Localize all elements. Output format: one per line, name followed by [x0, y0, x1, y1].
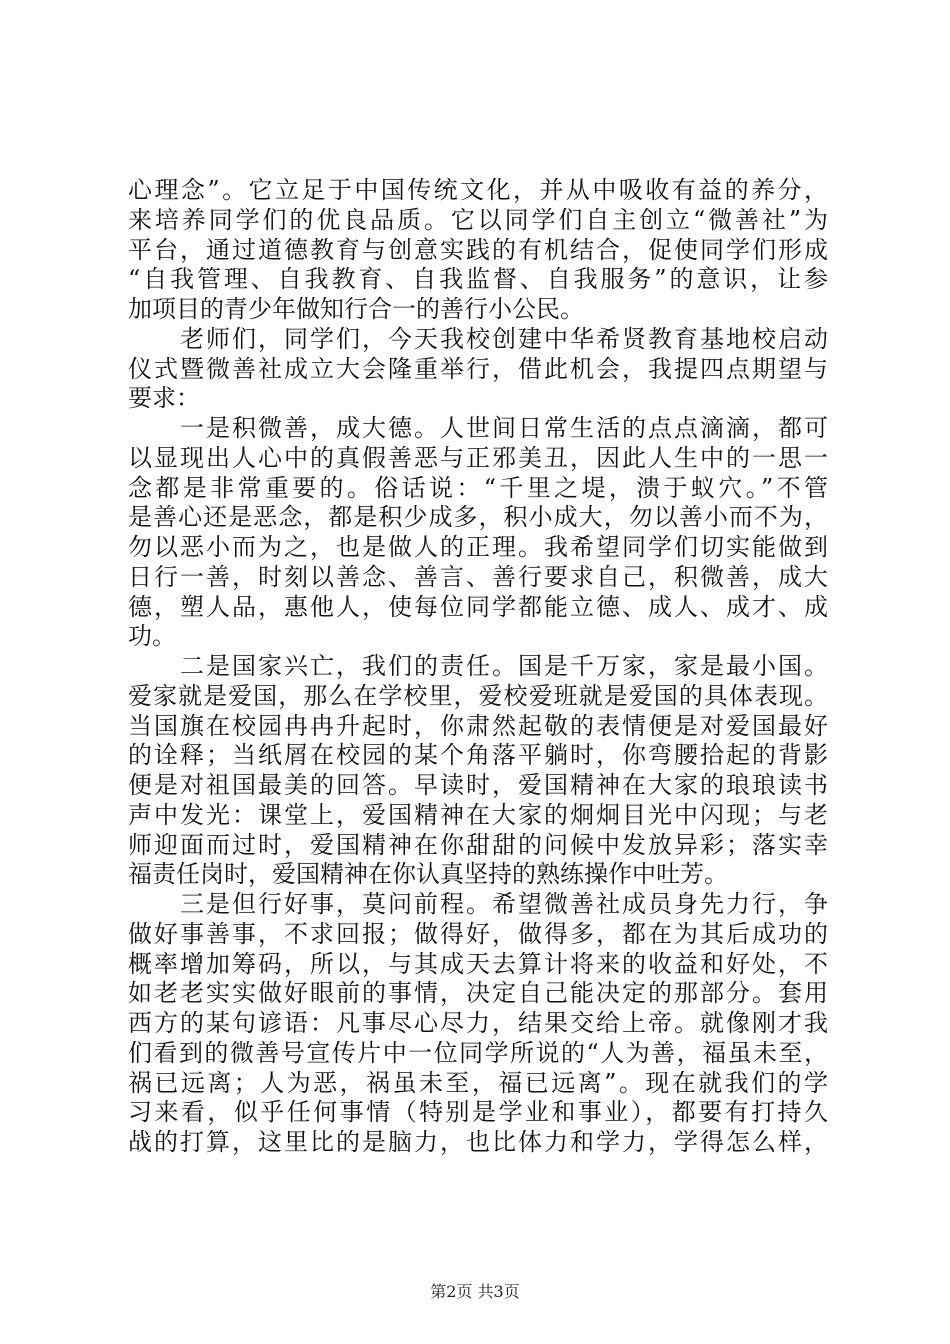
text-line: 功。	[128, 622, 176, 651]
text-line: “自我管理、自我教育、自我监督、自我服务”的意识，让参	[128, 265, 828, 294]
text-line: 老师们，同学们，今天我校创建中华希贤教育基地校启动	[128, 324, 828, 353]
text-line: 要求：	[128, 384, 200, 413]
text-line: 的诠释；当纸屑在校园的某个角落平躺时，你弯腰拾起的背影	[128, 741, 828, 770]
document-body	[128, 176, 828, 1158]
text-line: 日行一善，时刻以善念、善言、善行要求自己，积微善，成大	[128, 562, 828, 591]
text-line: 加项目的青少年做知行合一的善行小公民。	[128, 295, 584, 323]
text-line: 三是但行好事，莫问前程。希望微善社成员身先力行，争	[128, 890, 828, 918]
text-line: 师迎面而过时，爱国精神在你甜甜的问候中发放异彩；落实幸	[128, 830, 828, 859]
text-line: 如老老实实做好眼前的事情，决定自己能决定的那部分。套用	[128, 979, 828, 1008]
text-line: 概率增加筹码，所以，与其成天去算计将来的收益和好处，不	[128, 949, 828, 978]
text-line: 西方的某句谚语：凡事尽心尽力，结果交给上帝。就像刚才我	[128, 1009, 828, 1037]
text-line: 勿以恶小而为之，也是做人的正理。我希望同学们切实能做到	[128, 533, 828, 561]
text-line: 习来看，似乎任何事情（特别是学业和事业），都要有打持久	[128, 1098, 828, 1127]
text-line: 德，塑人品，惠他人，使每位同学都能立德、成人、成才、成	[128, 592, 828, 621]
text-line: 仪式暨微善社成立大会隆重举行，借此机会，我提四点期望与	[128, 354, 828, 383]
text-line: 念都是非常重要的。俗话说：“千里之堤，溃于蚁穴。”不管	[128, 473, 828, 502]
text-line: 一是积微善，成大德。人世间日常生活的点点滴滴，都可	[128, 414, 828, 442]
page-footer: 第2页 共3页	[430, 1282, 520, 1301]
text-line: 二是国家兴亡，我们的责任。国是千万家，家是最小国。	[128, 652, 828, 680]
text-line: 爱家就是爱国，那么在学校里，爱校爱班就是爱国的具体表现。	[128, 681, 828, 710]
text-line: 当国旗在校园冉冉升起时，你肃然起敬的表情便是对爱国最好	[128, 711, 828, 740]
text-line: 平台，通过道德教育与创意实践的有机结合，促使同学们形成	[128, 235, 828, 264]
text-line: 战的打算，这里比的是脑力，也比体力和学力，学得怎么样，	[128, 1128, 828, 1156]
text-line: 做好事善事，不求回报；做得好，做得多，都在为其后成功的	[128, 919, 828, 948]
text-line: 便是对祖国最美的回答。早读时，爱国精神在大家的琅琅读书	[128, 771, 828, 799]
text-line: 祸已远离；人为恶，祸虽未至，福已远离”。现在就我们的学	[128, 1068, 828, 1097]
text-line: 来培养同学们的优良品质。它以同学们自主创立“微善社”为	[128, 205, 828, 234]
text-line: 心理念”。它立足于中国传统文化，并从中吸收有益的养分，	[128, 176, 828, 204]
text-line: 福责任岗时，爱国精神在你认真坚持的熟练操作中吐芳。	[128, 860, 728, 889]
text-line: 是善心还是恶念，都是积少成多，积小成大，勿以善小而不为，	[128, 503, 828, 532]
text-line: 以显现出人心中的真假善恶与正邪美丑，因此人生中的一思一	[128, 443, 828, 472]
text-line: 声中发光：课堂上，爱国精神在大家的炯炯目光中闪现；与老	[128, 800, 828, 829]
text-line: 们看到的微善号宣传片中一位同学所说的“人为善，福虽未至，	[128, 1038, 828, 1067]
